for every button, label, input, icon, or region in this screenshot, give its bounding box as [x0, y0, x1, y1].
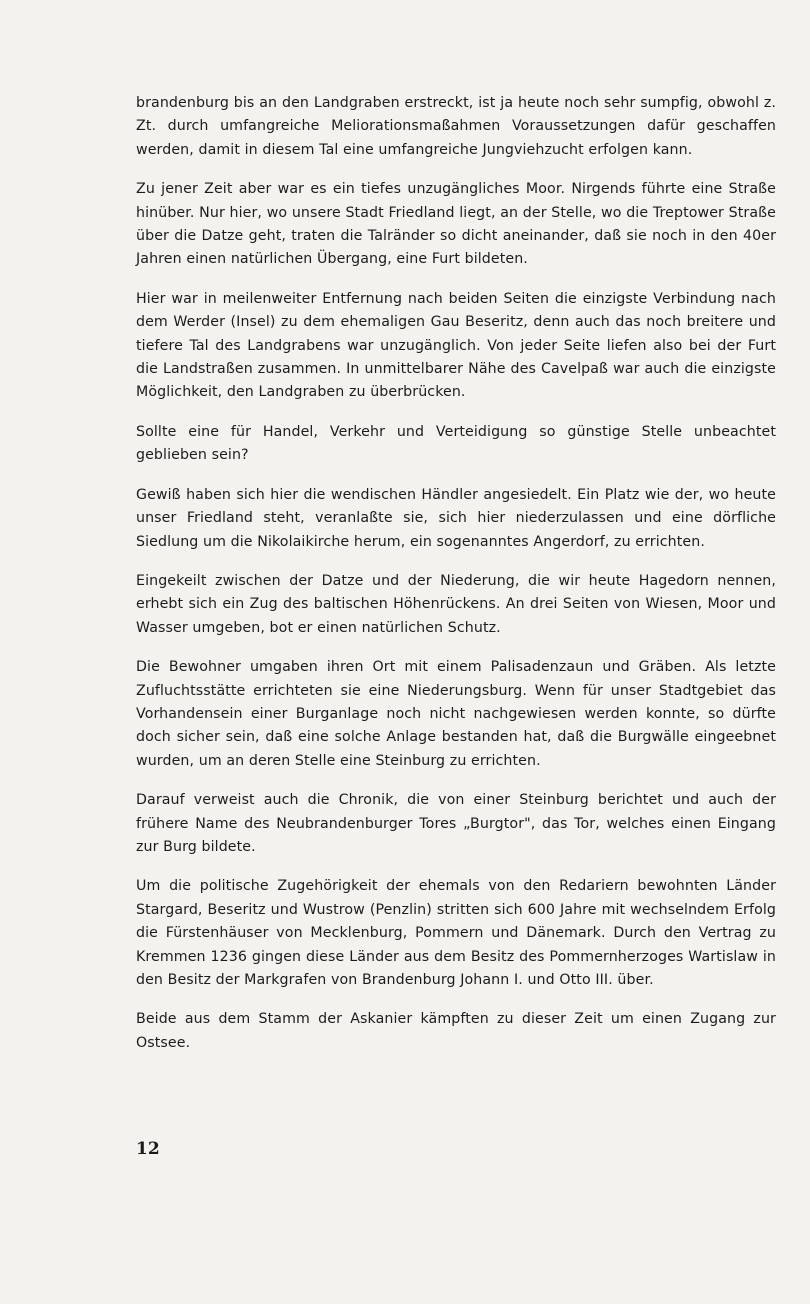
page-number: 12	[136, 1139, 160, 1159]
paragraph-3: Hier war in meilenweiter Entfernung nach beiden Seiten die einzigste Verbindung nach dem Werder (Insel) zu dem ehemaligen Gau Beseritz, denn auch das noch breitere und tiefere Tal des Landgrabens war unzugänglich. Von jeder Seite liefen also bei der Furt die Landstraßen zusammen. In unmittelbarer Nähe des Cavelpaß war auch die einzigste Möglichkeit, den Landgraben zu überbrücken.	[136, 290, 776, 401]
paragraph-9: Um die politische Zugehörigkeit der ehemals von den Redariern bewohnten Länder Stargard, Beseritz und Wustrow (Penzlin) stritten sich 600 Jahre mit wechselndem Erfolg die Fürstenhäuser von Mecklenburg, Pommern und Dänemark. Durch den Vertrag zu Kremmen 1236 gingen diese Länder aus dem Besitz des Pommernherzoges Wartislaw in den Besitz der Markgrafen von Brandenburg Johann I. und Otto III. über.	[136, 878, 776, 988]
paragraph-6: Eingekeilt zwischen der Datze und der Niederung, die wir heute Hagedorn nennen, erhebt sich ein Zug des baltischen Höhenrückens. An drei Seiten von Wiesen, Moor und Wasser umgeben, bot er einen natürlichen Schutz.	[136, 572, 776, 636]
paragraph-4: Sollte eine für Handel, Verkehr und Verteidigung so günstige Stelle unbeachtet geblieben sein?	[136, 423, 776, 464]
paragraph-7: Die Bewohner umgaben ihren Ort mit einem Palisadenzaun und Gräben. Als letzte Zufluchtsstätte errichteten sie eine Niederungsburg. Wenn für unser Stadtgebiet das Vorhandensein einer Burganlage noch nicht nachgewiesen werden konnte, so dürfte doch sicher sein, daß eine solche Anlage bestanden hat, daß die Burgwälle eingeebnet wurden, um an deren Stelle eine Steinburg zu errichten.	[136, 659, 776, 769]
paragraph-1: brandenburg bis an den Landgraben erstreckt, ist ja heute noch sehr sumpfig, obwohl z. Zt. durch umfangreiche Meliorationsmaßahmen Voraussetzungen dafür geschaffen werden, damit in diesem Tal eine umfangreiche Jungviehzucht erfolgen kann.	[136, 95, 776, 158]
paragraph-8: Darauf verweist auch die Chronik, die von einer Steinburg berichtet und auch der frühere Name des Neubrandenburger Tores „Burgtor", das Tor, welches einen Eingang zur Burg bildete.	[136, 792, 776, 855]
paragraph-2: Zu jener Zeit aber war es ein tiefes unzugängliches Moor. Nirgends führte eine Straße hinüber. Nur hier, wo unsere Stadt Friedland liegt, an der Stelle, wo die Treptower Straße über die Datze geht, traten die Talränder so dicht aneinander, daß sie noch in den 40er Jahren einen natürlichen Übergang, eine Furt bildeten.	[136, 181, 776, 268]
paragraph-10: Beide aus dem Stamm der Askanier kämpften zu dieser Zeit um einen Zugang zur Ostsee.	[136, 1011, 776, 1051]
paragraph-5: Gewiß haben sich hier die wendischen Händler angesiedelt. Ein Platz wie der, wo heute unser Friedland steht, veranlaßte sie, sich hier niederzulassen und eine dörfliche Siedlung um die Nikolaikirche herum, ein sogenanntes Angerdorf, zu errichten.	[136, 486, 776, 550]
page-body	[136, 92, 776, 1055]
